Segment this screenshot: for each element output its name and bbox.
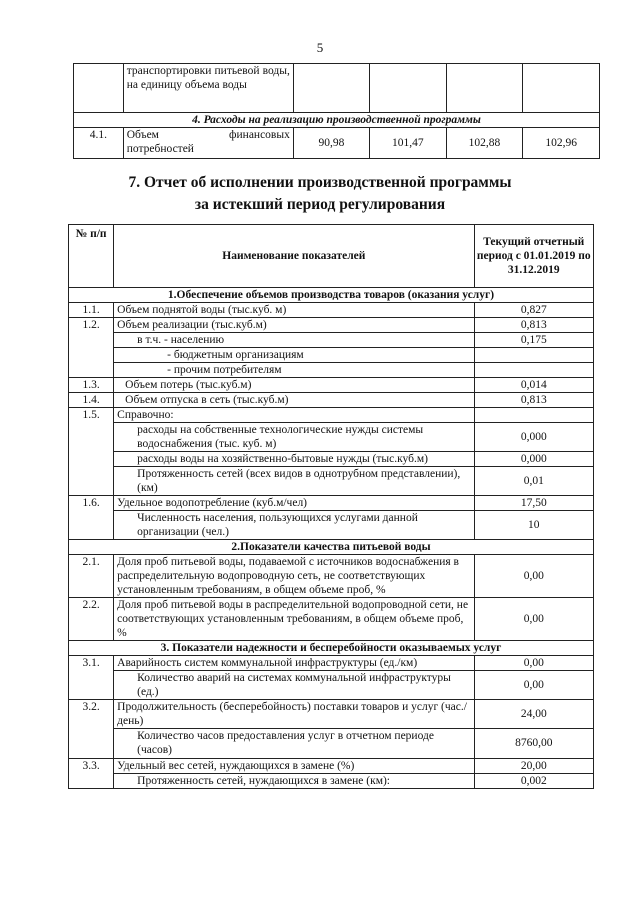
- value-cell: 0,000: [474, 423, 593, 452]
- value-cell: 0,014: [474, 378, 593, 393]
- table-row: [69, 758, 594, 773]
- table-row: [69, 348, 594, 363]
- value-cell: 90,98: [293, 128, 369, 159]
- row-number: 4.1.: [74, 128, 124, 159]
- table-row: [69, 408, 594, 423]
- top-continuation-table: [73, 63, 600, 159]
- value-cell: [474, 348, 593, 363]
- header-period: Текущий отчетный период с 01.01.2019 по 31.12.2019: [474, 225, 593, 288]
- table-section-row: [69, 540, 594, 555]
- value-cell: 0,01: [474, 467, 593, 496]
- value-cell: 0,00: [474, 671, 593, 700]
- row-number: 3.3.: [69, 758, 114, 788]
- row-label: Аварийность систем коммунальной инфраструктуры (ед./км): [114, 656, 474, 671]
- row-label: Доля проб питьевой воды в распределительной водопроводной сети, не соответствующих установленным требованиям, в общем объеме проб, %: [114, 598, 474, 641]
- table-row: [69, 378, 594, 393]
- row-number: 3.2.: [69, 700, 114, 758]
- value-cell: 0,00: [474, 656, 593, 671]
- row-number: 1.4.: [69, 393, 114, 408]
- row-label: транспортировки питьевой воды, на единицу объема воды: [123, 64, 293, 113]
- row-label: Протяженность сетей, нуждающихся в замене (км):: [137, 774, 390, 787]
- value-cell: 102,88: [446, 128, 523, 159]
- row-label: Количество часов предоставления услуг в отчетном периоде (часов): [137, 730, 434, 757]
- section-3-heading: 3. Показатели надежности и бесперебойности оказываемых услуг: [69, 641, 594, 656]
- row-label: расходы воды на хозяйственно-бытовые нужды (тыс.куб.м): [137, 453, 428, 466]
- table-row: [69, 511, 594, 540]
- row-label: - прочим потребителям: [167, 364, 282, 377]
- report-table: [68, 224, 594, 789]
- table-row: [74, 64, 600, 113]
- table-row: [69, 333, 594, 348]
- table-row: [69, 555, 594, 598]
- report-title: [0, 172, 640, 217]
- row-label: Доля проб питьевой воды, подаваемой с источников водоснабжения в распределительную водопроводную сеть, не соответствующих установленным требованиям, в общем объеме проб, %: [114, 555, 474, 598]
- table-row: [69, 729, 594, 758]
- row-label: Объем реализации (тыс.куб.м): [114, 318, 474, 333]
- table-row: [69, 452, 594, 467]
- table-section-row: [69, 288, 594, 303]
- table-row: [69, 598, 594, 641]
- row-number: 3.1.: [69, 656, 114, 700]
- table-section-row: [74, 113, 600, 128]
- row-number: 1.5.: [69, 408, 114, 496]
- value-cell: [474, 363, 593, 378]
- value-cell: 24,00: [474, 700, 593, 729]
- value-cell: 0,002: [474, 773, 593, 788]
- table-row: [69, 773, 594, 788]
- table-row: [69, 671, 594, 700]
- row-label: Объем поднятой воды (тыс.куб. м): [114, 303, 474, 318]
- table-row: [69, 467, 594, 496]
- row-label: расходы на собственные технологические нужды системы водоснабжения (тыс. куб. м): [137, 424, 424, 451]
- row-label: - бюджетным организациям: [167, 349, 304, 362]
- table-row: [69, 423, 594, 452]
- value-cell: 10: [474, 511, 593, 540]
- row-label: Справочно:: [114, 408, 474, 423]
- value-cell: 0,813: [474, 318, 593, 333]
- value-cell: 8760,00: [474, 729, 593, 758]
- title-line-1: 7. Отчет об исполнении производственной программы: [128, 174, 512, 191]
- page-number: 5: [316, 40, 324, 55]
- value-cell: 0,00: [474, 555, 593, 598]
- row-number: 2.1.: [69, 555, 114, 598]
- row-number: 2.2.: [69, 598, 114, 641]
- value-cell: 0,827: [474, 303, 593, 318]
- row-label: Объем финансовых потребностей: [123, 128, 293, 159]
- row-label: Объем отпуска в сеть (тыс.куб.м): [125, 394, 289, 407]
- header-name: Наименование показателей: [114, 225, 474, 288]
- table-row: [69, 496, 594, 511]
- section-2-heading: 2.Показатели качества питьевой воды: [69, 540, 594, 555]
- value-cell: 20,00: [474, 758, 593, 773]
- value-cell: 0,00: [474, 598, 593, 641]
- row-label: Продолжительность (бесперебойность) поставки товаров и услуг (час./день): [114, 700, 474, 729]
- row-label: в т.ч. - населению: [137, 334, 225, 347]
- value-cell: 102,96: [523, 128, 600, 159]
- table-row: [69, 700, 594, 729]
- table-row: [74, 128, 600, 159]
- row-number: 1.3.: [69, 378, 114, 393]
- table-row: [69, 656, 594, 671]
- row-number: 1.2.: [69, 318, 114, 378]
- row-label: Количество аварий на системах коммунальной инфраструктуры (ед.): [137, 672, 451, 699]
- row-label: Удельный вес сетей, нуждающихся в замене (%): [114, 758, 474, 773]
- value-cell: 101,47: [370, 128, 447, 159]
- row-label: Объем потерь (тыс.куб.м): [125, 379, 252, 392]
- table-header-row: [69, 225, 594, 288]
- value-cell: 0,813: [474, 393, 593, 408]
- table-row: [69, 393, 594, 408]
- row-number: 1.6.: [69, 496, 114, 540]
- row-number: 1.1.: [69, 303, 114, 318]
- table-row: [69, 363, 594, 378]
- value-cell: 0,175: [474, 333, 593, 348]
- header-num: № п/п: [69, 225, 114, 288]
- value-cell: 17,50: [474, 496, 593, 511]
- row-label: Численность населения, пользующихся услугами данной организации (чел.): [137, 512, 418, 539]
- row-label: Протяженность сетей (всех видов в однотрубном представлении), (км): [137, 468, 461, 495]
- row-label: Удельное водопотребление (куб.м/чел): [114, 496, 474, 511]
- title-line-2: за истекший период регулирования: [194, 196, 446, 214]
- section-4-heading: 4. Расходы на реализацию производственной программы: [74, 113, 600, 128]
- table-section-row: [69, 641, 594, 656]
- table-row: [69, 318, 594, 333]
- value-cell: 0,000: [474, 452, 593, 467]
- table-row: [69, 303, 594, 318]
- section-1-heading: 1.Обеспечение объемов производства товаров (оказания услуг): [69, 288, 594, 303]
